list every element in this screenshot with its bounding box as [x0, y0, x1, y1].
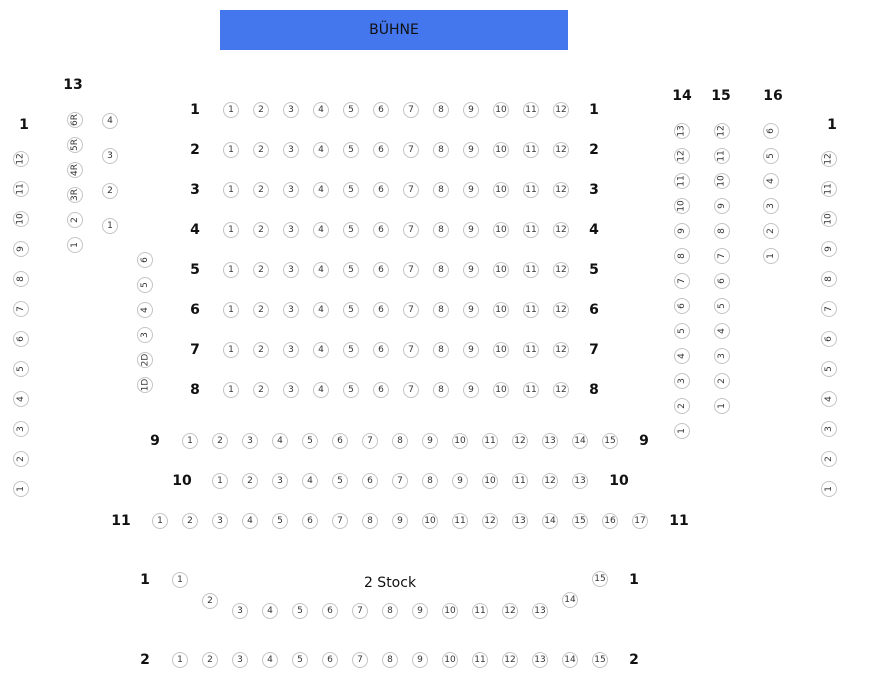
seat[interactable]: 8: [433, 342, 449, 358]
seat[interactable]: 1: [223, 342, 239, 358]
seat[interactable]: 13: [512, 513, 528, 529]
seat[interactable]: 3: [232, 652, 248, 668]
seat[interactable]: 6: [714, 273, 730, 289]
seat[interactable]: 1: [172, 652, 188, 668]
seat[interactable]: 12: [13, 151, 29, 167]
seat[interactable]: 10: [422, 513, 438, 529]
seat[interactable]: 4: [313, 342, 329, 358]
seat[interactable]: 9: [463, 222, 479, 238]
seat[interactable]: 3: [821, 421, 837, 437]
seat[interactable]: 9: [463, 182, 479, 198]
seat[interactable]: 3: [283, 342, 299, 358]
seat[interactable]: 10: [493, 222, 509, 238]
seat[interactable]: 11: [472, 652, 488, 668]
seat[interactable]: 8: [821, 271, 837, 287]
seat[interactable]: 5: [13, 361, 29, 377]
seat[interactable]: 3: [232, 603, 248, 619]
seat[interactable]: 11: [523, 182, 539, 198]
seat[interactable]: 7: [13, 301, 29, 317]
seat[interactable]: 4: [302, 473, 318, 489]
seat[interactable]: 6: [302, 513, 318, 529]
side-left-label: 1: [19, 117, 29, 133]
seat[interactable]: 10: [493, 102, 509, 118]
seat[interactable]: 2: [714, 373, 730, 389]
second-floor-label: 2 Stock: [363, 575, 417, 591]
seat[interactable]: 12: [553, 222, 569, 238]
seat[interactable]: 4: [313, 102, 329, 118]
seat[interactable]: 12: [553, 342, 569, 358]
seat[interactable]: 4: [102, 113, 118, 129]
seat[interactable]: 14: [572, 433, 588, 449]
seat[interactable]: 5: [343, 142, 359, 158]
seat[interactable]: 5: [272, 513, 288, 529]
seat[interactable]: 2: [253, 302, 269, 318]
seat[interactable]: 4: [13, 391, 29, 407]
seat[interactable]: 5: [343, 262, 359, 278]
seat[interactable]: 2: [202, 593, 218, 609]
seat[interactable]: 10: [482, 473, 498, 489]
second-row-label-left: 2: [140, 652, 150, 668]
seat[interactable]: 5: [343, 222, 359, 238]
seat[interactable]: 5: [292, 652, 308, 668]
seat[interactable]: 9: [674, 223, 690, 239]
seat[interactable]: 6: [763, 123, 779, 139]
seat[interactable]: 8: [433, 222, 449, 238]
seat[interactable]: 9: [714, 198, 730, 214]
seat[interactable]: 1: [67, 237, 83, 253]
seat[interactable]: 4: [313, 262, 329, 278]
seat[interactable]: 9: [452, 473, 468, 489]
seat[interactable]: 2: [253, 182, 269, 198]
seat[interactable]: 8: [433, 142, 449, 158]
seat[interactable]: 2: [182, 513, 198, 529]
row-label-left: 10: [172, 473, 192, 489]
seat[interactable]: 10: [493, 382, 509, 398]
seat[interactable]: 2: [13, 451, 29, 467]
seat[interactable]: 11: [821, 181, 837, 197]
seat[interactable]: 13: [572, 473, 588, 489]
seat[interactable]: 4: [242, 513, 258, 529]
row-label-right: 9: [639, 433, 649, 449]
row-label-left: 9: [150, 433, 160, 449]
row-label-left: 3: [190, 182, 200, 198]
seat[interactable]: 15: [592, 571, 608, 587]
seat[interactable]: 4: [763, 173, 779, 189]
seat[interactable]: 4: [262, 603, 278, 619]
seat[interactable]: 3: [13, 421, 29, 437]
seat[interactable]: 3: [283, 222, 299, 238]
seat[interactable]: 8: [433, 182, 449, 198]
seat[interactable]: 9: [13, 241, 29, 257]
seat[interactable]: 6: [373, 102, 389, 118]
seat[interactable]: 6: [373, 342, 389, 358]
seat[interactable]: 4: [313, 182, 329, 198]
seat[interactable]: 5: [821, 361, 837, 377]
seat[interactable]: 4: [674, 348, 690, 364]
seat[interactable]: 9: [392, 513, 408, 529]
seat[interactable]: 7: [674, 273, 690, 289]
seat[interactable]: 9: [412, 652, 428, 668]
seat[interactable]: 2: [253, 222, 269, 238]
seat[interactable]: 11: [674, 173, 690, 189]
seat[interactable]: 5: [332, 473, 348, 489]
second-row-label-right: 1: [629, 572, 639, 588]
seat[interactable]: 2: [763, 223, 779, 239]
seat[interactable]: 7: [352, 603, 368, 619]
box-16-label: 16: [763, 88, 783, 104]
seat[interactable]: 6: [322, 603, 338, 619]
row-label-right: 4: [589, 222, 599, 238]
seat[interactable]: 8: [422, 473, 438, 489]
seat[interactable]: 11: [13, 181, 29, 197]
seat[interactable]: 3: [714, 348, 730, 364]
row-label-right: 11: [669, 513, 689, 529]
seat[interactable]: 2: [674, 398, 690, 414]
seat[interactable]: 3: [283, 262, 299, 278]
seat[interactable]: 5: [343, 302, 359, 318]
seat[interactable]: 4: [313, 142, 329, 158]
seat[interactable]: 5: [763, 148, 779, 164]
seat[interactable]: 11: [714, 148, 730, 164]
seat[interactable]: 6: [13, 331, 29, 347]
row-label-right: 5: [589, 262, 599, 278]
seat[interactable]: 11: [452, 513, 468, 529]
seat[interactable]: 7: [352, 652, 368, 668]
seat[interactable]: 12: [553, 262, 569, 278]
seat[interactable]: 1: [223, 262, 239, 278]
seat[interactable]: 4: [821, 391, 837, 407]
seat[interactable]: 2: [253, 382, 269, 398]
seat[interactable]: 4: [262, 652, 278, 668]
seat[interactable]: 7: [403, 262, 419, 278]
seat[interactable]: 7: [392, 473, 408, 489]
box-14-label: 14: [672, 88, 692, 104]
seat[interactable]: 9: [821, 241, 837, 257]
seat[interactable]: 12: [714, 123, 730, 139]
seat[interactable]: 1: [13, 481, 29, 497]
row-label-left: 1: [190, 102, 200, 118]
seat[interactable]: 4: [313, 382, 329, 398]
seat[interactable]: 2: [253, 102, 269, 118]
seat[interactable]: 1: [223, 222, 239, 238]
seat[interactable]: 6: [332, 433, 348, 449]
seat[interactable]: 7: [362, 433, 378, 449]
seat[interactable]: 16: [602, 513, 618, 529]
seat[interactable]: 7: [403, 342, 419, 358]
seat[interactable]: 7: [403, 142, 419, 158]
seat[interactable]: 14: [562, 652, 578, 668]
seat[interactable]: 3: [674, 373, 690, 389]
seat[interactable]: 6: [373, 302, 389, 318]
seat[interactable]: 7: [332, 513, 348, 529]
seat[interactable]: 12: [502, 652, 518, 668]
seat[interactable]: 1D: [137, 377, 153, 393]
seat[interactable]: 10: [493, 302, 509, 318]
seat[interactable]: 11: [523, 262, 539, 278]
seat[interactable]: 7: [714, 248, 730, 264]
seat[interactable]: 11: [472, 603, 488, 619]
seat[interactable]: 3: [283, 302, 299, 318]
seat[interactable]: 5: [674, 323, 690, 339]
seat[interactable]: 7: [821, 301, 837, 317]
seat[interactable]: 1: [223, 182, 239, 198]
seat[interactable]: 13: [542, 433, 558, 449]
seat[interactable]: 10: [821, 211, 837, 227]
seat[interactable]: 3: [283, 102, 299, 118]
seat[interactable]: 10: [493, 342, 509, 358]
row-label-right: 2: [589, 142, 599, 158]
seat[interactable]: 15: [602, 433, 618, 449]
seat[interactable]: 10: [493, 182, 509, 198]
seat[interactable]: 10: [442, 603, 458, 619]
seat[interactable]: 9: [463, 102, 479, 118]
seat[interactable]: 8: [382, 603, 398, 619]
seat[interactable]: 2: [821, 451, 837, 467]
side-right-label: 1: [827, 117, 837, 133]
seat[interactable]: 8: [433, 102, 449, 118]
seat[interactable]: 1: [674, 423, 690, 439]
seat[interactable]: 13: [674, 123, 690, 139]
seat[interactable]: 10: [674, 198, 690, 214]
seat[interactable]: 8: [433, 262, 449, 278]
seat[interactable]: 6: [674, 298, 690, 314]
seat[interactable]: 1: [763, 248, 779, 264]
seat[interactable]: 10: [493, 262, 509, 278]
seat[interactable]: 1: [821, 481, 837, 497]
seat[interactable]: 4R: [67, 162, 83, 178]
seat[interactable]: 3R: [67, 187, 83, 203]
seat[interactable]: 12: [502, 603, 518, 619]
seat[interactable]: 4: [137, 302, 153, 318]
row-label-right: 7: [589, 342, 599, 358]
seat[interactable]: 14: [542, 513, 558, 529]
row-label-left: 2: [190, 142, 200, 158]
seat[interactable]: 17: [632, 513, 648, 529]
seat[interactable]: 2D: [137, 352, 153, 368]
seat[interactable]: 1: [212, 473, 228, 489]
seat[interactable]: 10: [714, 173, 730, 189]
seat[interactable]: 11: [523, 222, 539, 238]
seat[interactable]: 11: [523, 142, 539, 158]
seat[interactable]: 1: [223, 302, 239, 318]
seat[interactable]: 4: [313, 302, 329, 318]
seat[interactable]: 7: [403, 102, 419, 118]
seat[interactable]: 6: [373, 262, 389, 278]
seat[interactable]: 8: [13, 271, 29, 287]
seat[interactable]: 3: [283, 382, 299, 398]
row-label-right: 10: [609, 473, 629, 489]
row-label-left: 6: [190, 302, 200, 318]
row-label-left: 8: [190, 382, 200, 398]
seat[interactable]: 12: [553, 382, 569, 398]
seat[interactable]: 5: [302, 433, 318, 449]
seat[interactable]: 2: [212, 433, 228, 449]
seat[interactable]: 5: [714, 298, 730, 314]
row-label-right: 1: [589, 102, 599, 118]
seat[interactable]: 8: [362, 513, 378, 529]
seat[interactable]: 12: [553, 102, 569, 118]
seat[interactable]: 3: [137, 327, 153, 343]
seat[interactable]: 9: [463, 302, 479, 318]
seat[interactable]: 5: [137, 277, 153, 293]
row-label-left: 7: [190, 342, 200, 358]
seat[interactable]: 11: [523, 102, 539, 118]
seat[interactable]: 12: [512, 433, 528, 449]
seat[interactable]: 8: [674, 248, 690, 264]
seat[interactable]: 5: [343, 102, 359, 118]
second-row-label-right: 2: [629, 652, 639, 668]
seat[interactable]: 6: [373, 222, 389, 238]
seat[interactable]: 4: [272, 433, 288, 449]
seat[interactable]: 8: [382, 652, 398, 668]
seat[interactable]: 15: [572, 513, 588, 529]
seat[interactable]: 2: [202, 652, 218, 668]
seat[interactable]: 6: [137, 252, 153, 268]
seat[interactable]: 6R: [67, 112, 83, 128]
seat[interactable]: 6: [373, 142, 389, 158]
seat[interactable]: 2: [253, 262, 269, 278]
seat[interactable]: 2: [242, 473, 258, 489]
row-label-left: 4: [190, 222, 200, 238]
seat[interactable]: 11: [512, 473, 528, 489]
seat[interactable]: 7: [403, 222, 419, 238]
seat[interactable]: 5: [343, 382, 359, 398]
seat[interactable]: 6: [821, 331, 837, 347]
seat[interactable]: 1: [223, 142, 239, 158]
seat[interactable]: 12: [674, 148, 690, 164]
seat[interactable]: 7: [403, 182, 419, 198]
seat[interactable]: 9: [463, 142, 479, 158]
seat[interactable]: 13: [532, 652, 548, 668]
seat[interactable]: 8: [714, 223, 730, 239]
seat[interactable]: 12: [821, 151, 837, 167]
seat[interactable]: 13: [532, 603, 548, 619]
box-15-label: 15: [711, 88, 731, 104]
seat[interactable]: 8: [433, 382, 449, 398]
row-label-right: 8: [589, 382, 599, 398]
seat[interactable]: 6: [362, 473, 378, 489]
seat[interactable]: 3: [242, 433, 258, 449]
seat[interactable]: 11: [523, 342, 539, 358]
seat[interactable]: 2: [253, 142, 269, 158]
seat[interactable]: 10: [493, 142, 509, 158]
seat[interactable]: 9: [412, 603, 428, 619]
row-label-right: 6: [589, 302, 599, 318]
seat[interactable]: 3: [102, 148, 118, 164]
seat[interactable]: 12: [542, 473, 558, 489]
seat[interactable]: 3: [283, 182, 299, 198]
seat[interactable]: 4: [714, 323, 730, 339]
seat[interactable]: 1: [223, 382, 239, 398]
row-label-left: 5: [190, 262, 200, 278]
seat[interactable]: 12: [553, 182, 569, 198]
seat[interactable]: 9: [422, 433, 438, 449]
seat[interactable]: 5: [343, 182, 359, 198]
seat[interactable]: 10: [442, 652, 458, 668]
seat[interactable]: 9: [463, 382, 479, 398]
seat[interactable]: 6: [322, 652, 338, 668]
seat[interactable]: 8: [433, 302, 449, 318]
seat[interactable]: 9: [463, 262, 479, 278]
seat[interactable]: 6: [373, 182, 389, 198]
seat[interactable]: 1: [152, 513, 168, 529]
seat[interactable]: 10: [13, 211, 29, 227]
seat[interactable]: 1: [172, 572, 188, 588]
seat[interactable]: 11: [523, 302, 539, 318]
seat[interactable]: 11: [523, 382, 539, 398]
seat[interactable]: 15: [592, 652, 608, 668]
seat[interactable]: 14: [562, 592, 578, 608]
seat[interactable]: 3: [283, 142, 299, 158]
seat[interactable]: 2: [67, 212, 83, 228]
seat[interactable]: 2: [102, 183, 118, 199]
seat[interactable]: 11: [482, 433, 498, 449]
seat[interactable]: 9: [463, 342, 479, 358]
seat[interactable]: 2: [253, 342, 269, 358]
seat[interactable]: 7: [403, 382, 419, 398]
seat[interactable]: 1: [223, 102, 239, 118]
box-13-label: 13: [63, 77, 83, 93]
seat[interactable]: 7: [403, 302, 419, 318]
row-label-left: 11: [111, 513, 131, 529]
seat[interactable]: 5: [292, 603, 308, 619]
seat[interactable]: 6: [373, 382, 389, 398]
seat[interactable]: 12: [553, 302, 569, 318]
seat[interactable]: 4: [313, 222, 329, 238]
seat[interactable]: 1: [714, 398, 730, 414]
second-row-label-left: 1: [140, 572, 150, 588]
seat[interactable]: 5: [343, 342, 359, 358]
seat[interactable]: 12: [482, 513, 498, 529]
seat[interactable]: 3: [272, 473, 288, 489]
seat[interactable]: 8: [392, 433, 408, 449]
seat[interactable]: 3: [763, 198, 779, 214]
stage-area: [220, 10, 568, 50]
seat[interactable]: 10: [452, 433, 468, 449]
seat[interactable]: 5R: [67, 137, 83, 153]
seat[interactable]: 12: [553, 142, 569, 158]
seat[interactable]: 1: [182, 433, 198, 449]
stage-label: BÜHNE: [369, 22, 419, 38]
seat[interactable]: 3: [212, 513, 228, 529]
row-label-right: 3: [589, 182, 599, 198]
seat[interactable]: 1: [102, 218, 118, 234]
